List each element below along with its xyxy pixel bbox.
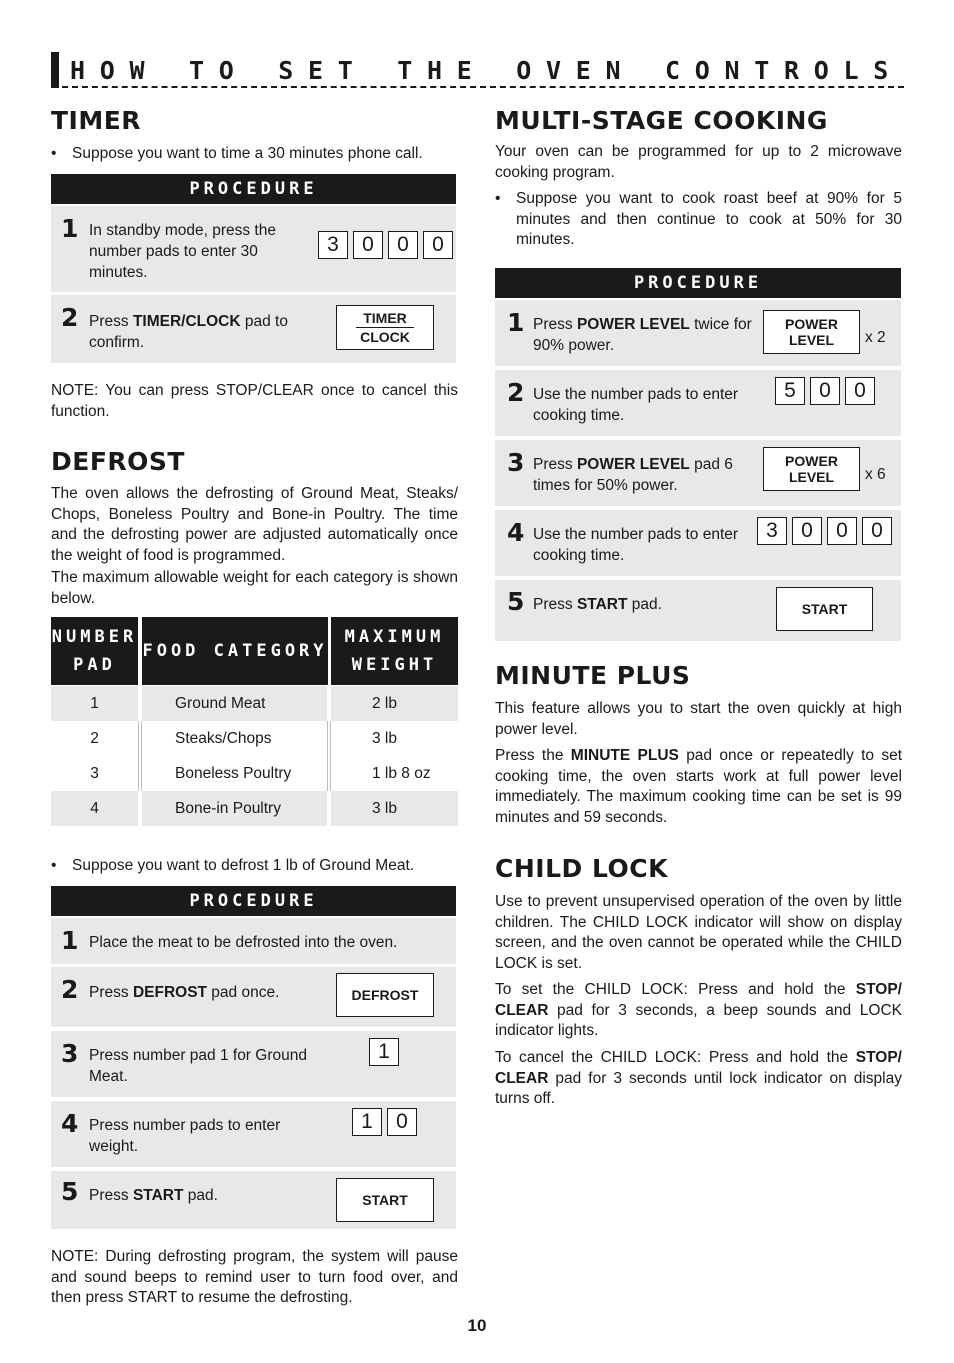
number-key: 0 xyxy=(792,517,822,545)
defrost-title: DEFROST xyxy=(51,447,185,476)
page-number: 10 xyxy=(467,1316,487,1335)
step-text: Press TIMER/CLOCK pad to confirm. xyxy=(89,313,288,351)
keypad-sequence xyxy=(775,377,875,405)
number-key: 3 xyxy=(757,517,787,545)
minuteplus-instructions: Press the MINUTE PLUS pad once or repeatedly to set cooking time, the oven starts work at full power level immediately. The maximum cooking time can be set is 99 minutes and 59 seconds. xyxy=(495,747,902,826)
table-cell-weight: 1 lb 8 oz xyxy=(372,765,431,782)
keypad-sequence xyxy=(757,517,892,545)
defrost-step-2 xyxy=(51,967,456,1027)
press-count: x 6 xyxy=(865,466,886,483)
childlock-set-instructions: To set the CHILD LOCK: Press and hold the STOP/ CLEAR pad for 3 seconds, a beep sounds and LOCK indicator lights. xyxy=(495,981,902,1039)
multistage-step-4 xyxy=(495,510,901,576)
page-title: HOW TO SET THE OVEN CONTROLS xyxy=(70,56,904,85)
number-key: 1 xyxy=(352,1108,382,1136)
table-cell-weight: 3 lb xyxy=(372,800,397,817)
step-text: Press number pads to enter weight. xyxy=(89,1117,281,1155)
number-key: 5 xyxy=(775,377,805,405)
multistage-intro: Your oven can be programmed for up to 2 microwave cooking program. xyxy=(495,143,902,181)
step-number: 2 xyxy=(61,975,79,1004)
table-header-maximum-weight: MAXIMUM WEIGHT xyxy=(331,617,458,685)
multistage-step-5 xyxy=(495,580,901,641)
defrost-weight-note: The maximum allowable weight for each category is shown below. xyxy=(51,569,458,607)
table-divider xyxy=(330,721,331,791)
step-number: 1 xyxy=(61,214,79,243)
step-text: Place the meat to be defrosted into the oven. xyxy=(89,934,398,951)
keypad-sequence xyxy=(352,1108,417,1136)
table-cell-pad: 1 xyxy=(90,695,99,712)
table-cell-pad: 2 xyxy=(90,730,99,747)
number-key: 0 xyxy=(862,517,892,545)
multistage-step-2 xyxy=(495,370,901,436)
number-key: 0 xyxy=(353,231,383,259)
number-key: 1 xyxy=(369,1038,399,1066)
defrost-step-1 xyxy=(51,918,456,964)
start-button: START xyxy=(776,587,873,631)
timer-title: TIMER xyxy=(51,106,142,135)
defrost-step-3 xyxy=(51,1031,456,1097)
defrost-intro: The oven allows the defrosting of Ground Meat, Steaks/ Chops, Boneless Poultry and Bone-in Poultry. The time and the defrosting power are adjusted automatically once the weight of food is programmed. xyxy=(51,485,458,564)
step-number: 3 xyxy=(61,1039,79,1068)
start-button: START xyxy=(336,1178,434,1222)
multistage-step-3 xyxy=(495,440,901,506)
step-text: Press START pad. xyxy=(533,596,662,613)
number-key: 0 xyxy=(388,231,418,259)
step-text: Press DEFROST pad once. xyxy=(89,984,280,1001)
minuteplus-title: MINUTE PLUS xyxy=(495,661,691,690)
header-bar xyxy=(51,52,59,88)
step-number: 1 xyxy=(61,926,79,955)
power-level-button: POWER LEVEL xyxy=(763,447,860,491)
defrost-step-4 xyxy=(51,1101,456,1167)
step-text: Press POWER LEVEL pad 6 times for 50% power. xyxy=(533,456,733,494)
table-cell-pad: 4 xyxy=(90,800,99,817)
timer-bullet: • Suppose you want to time a 30 minutes phone call. xyxy=(51,145,423,162)
timer-clock-button: TIMER CLOCK xyxy=(336,305,434,350)
table-divider xyxy=(138,721,139,791)
defrost-bullet: • Suppose you want to defrost 1 lb of Ground Meat. xyxy=(51,857,415,874)
step-number: 4 xyxy=(61,1109,79,1138)
step-number: 2 xyxy=(507,378,525,407)
step-text: Press number pad 1 for Ground Meat. xyxy=(89,1047,307,1085)
step-number: 5 xyxy=(507,587,525,616)
table-cell-weight: 3 lb xyxy=(372,730,397,747)
number-key: 0 xyxy=(845,377,875,405)
childlock-intro: Use to prevent unsupervised operation of the oven by little children. The CHILD LOCK indicator will show on display screen, and the oven cannot be operated while the CHILD LOCK is set. xyxy=(495,893,902,972)
step-number: 1 xyxy=(507,308,525,337)
timer-note: NOTE: You can press STOP/CLEAR once to cancel this function. xyxy=(51,382,458,420)
timer-procedure-header: PROCEDURE xyxy=(51,174,456,204)
multistage-step-1 xyxy=(495,300,901,366)
step-text: Use the number pads to enter cooking time. xyxy=(533,386,739,424)
step-text: Press POWER LEVEL twice for 90% power. xyxy=(533,316,752,354)
table-header-food-category: FOOD CATEGORY xyxy=(142,617,328,685)
minuteplus-intro: This feature allows you to start the oven quickly at high power level. xyxy=(495,700,902,738)
step-text: In standby mode, press the number pads to enter 30 minutes. xyxy=(89,222,276,281)
step-text: Use the number pads to enter cooking time. xyxy=(533,526,739,564)
number-key: 0 xyxy=(387,1108,417,1136)
step-number: 3 xyxy=(507,448,525,477)
table-cell-food: Ground Meat xyxy=(175,695,266,712)
press-count: x 2 xyxy=(865,329,886,346)
table-cell-pad: 3 xyxy=(90,765,99,782)
defrost-note: NOTE: During defrosting program, the system will pause and sound beeps to remind user to turn food over, and then press START to resume the defrosting. xyxy=(51,1248,458,1306)
number-key: 0 xyxy=(810,377,840,405)
multistage-title: MULTI-STAGE COOKING xyxy=(495,106,828,135)
header-divider xyxy=(62,86,904,88)
defrost-button: DEFROST xyxy=(336,973,434,1017)
step-number: 4 xyxy=(507,518,525,547)
step-text: Press START pad. xyxy=(89,1187,218,1204)
defrost-procedure-header: PROCEDURE xyxy=(51,886,456,916)
childlock-cancel-instructions: To cancel the CHILD LOCK: Press and hold the STOP/ CLEAR pad for 3 seconds until lock indicator on display turns off. xyxy=(495,1049,902,1107)
number-key: 3 xyxy=(318,231,348,259)
table-cell-weight: 2 lb xyxy=(372,695,397,712)
step-number: 5 xyxy=(61,1177,79,1206)
childlock-title: CHILD LOCK xyxy=(495,854,668,883)
power-level-button: POWER LEVEL xyxy=(763,310,860,354)
keypad-sequence xyxy=(369,1038,399,1066)
table-cell-food: Steaks/Chops xyxy=(175,730,272,747)
number-key: 0 xyxy=(423,231,453,259)
step-number: 2 xyxy=(61,303,79,332)
table-cell-food: Bone-in Poultry xyxy=(175,800,281,817)
number-key: 0 xyxy=(827,517,857,545)
timer-step-1 xyxy=(51,206,456,292)
multistage-procedure-header: PROCEDURE xyxy=(495,268,901,298)
table-divider xyxy=(327,721,328,791)
timer-step-2 xyxy=(51,295,456,363)
table-header-number-pad: NUMBER PAD xyxy=(51,617,138,685)
table-divider xyxy=(141,721,142,791)
table-cell-food: Boneless Poultry xyxy=(175,765,292,782)
defrost-step-5 xyxy=(51,1171,456,1229)
keypad-sequence xyxy=(318,231,453,259)
multistage-bullet: • Suppose you want to cook roast beef at 90% for 5 minutes and then continue to cook at 50% for 30 minutes. xyxy=(495,190,902,248)
